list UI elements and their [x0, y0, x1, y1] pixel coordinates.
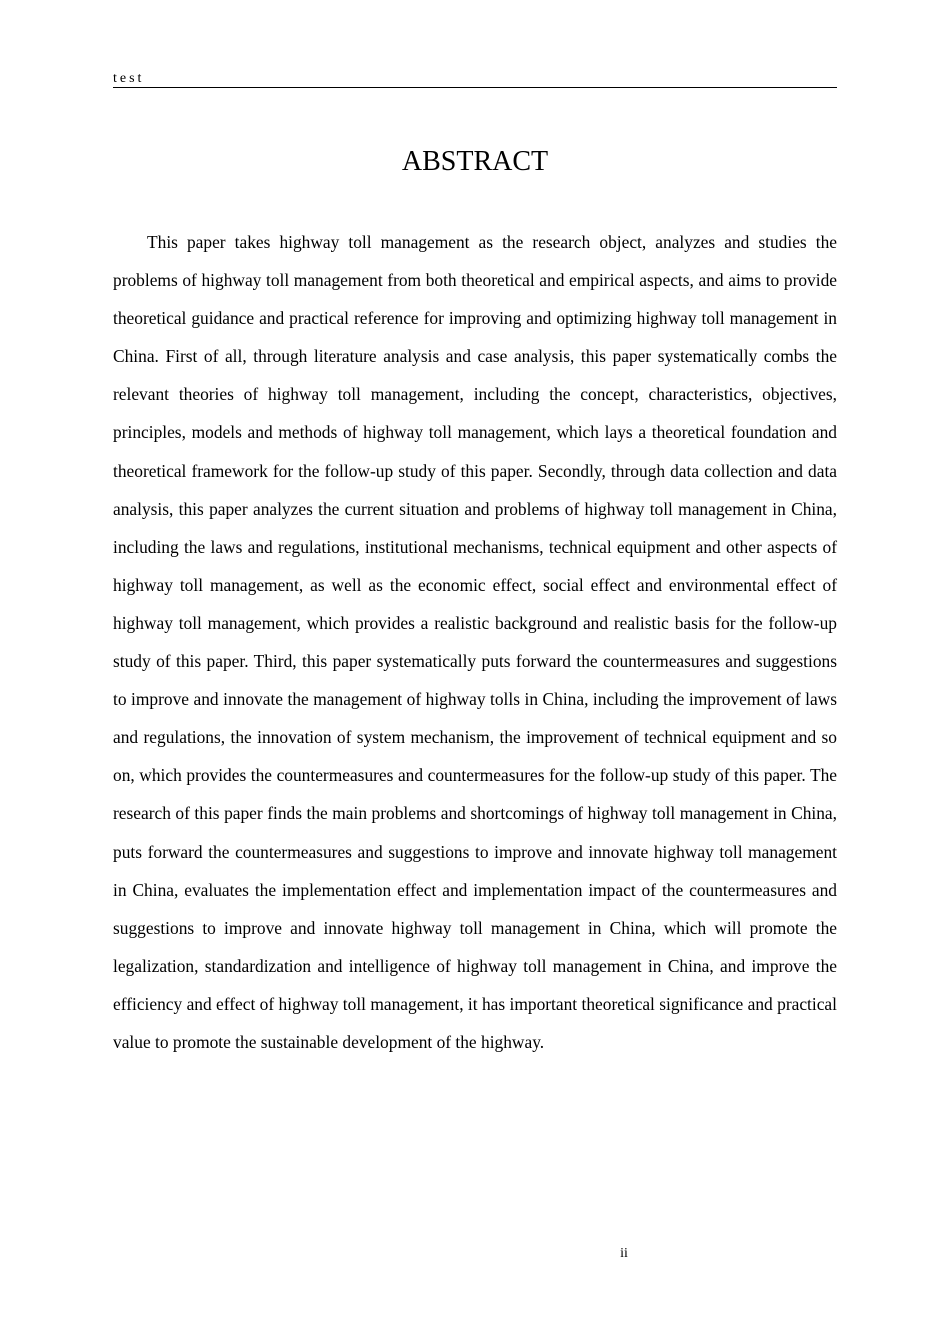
- abstract-title: ABSTRACT: [401, 146, 549, 177]
- abstract-body: This paper takes highway toll management as the research object, analyzes and studies the problems of highway toll management from both theoretical and empirical aspects, and aims to provide theoretical guidance and practical reference for improving and optimizing highway toll management in China. First of all, through literature analysis and case analysis, this paper systematically combs the relevant theories of highway toll management, including the concept, characteristics, objectives, principles, models and methods of highway toll management, which lays a theoretical foundation and theoretical framework for the follow-up study of this paper. Secondly, through data collection and data analysis, this paper analyzes the current situation and problems of highway toll management in China, including the laws and regulations, institutional mechanisms, technical equipment and other aspects of highway toll management, as well as the economic effect, social effect and environmental effect of highway toll management, which provides a realistic background and realistic basis for the follow-up study of this paper. Third, this paper systematically puts forward the countermeasures and suggestions to improve and innovate the management of highway tolls in China, including the improvement of laws and regulations, the innovation of system mechanism, the improvement of technical equipment and so on, which provides the countermeasures and countermeasures for the follow-up study of this paper. The research of this paper finds the main problems and shortcomings of highway toll management in China, puts forward the countermeasures and suggestions to improve and innovate highway toll management in China, evaluates the implementation effect and implementation impact of the countermeasures and suggestions to improve and innovate highway toll management in China, which will promote the legalization, standardization and intelligence of highway toll management in China, and improve the efficiency and effect of highway toll management, it has important theoretical significance and practical value to promote the sustainable development of the highway.: [113, 232, 837, 1052]
- page-number: ii: [620, 1246, 628, 1261]
- running-header: test: [113, 70, 837, 88]
